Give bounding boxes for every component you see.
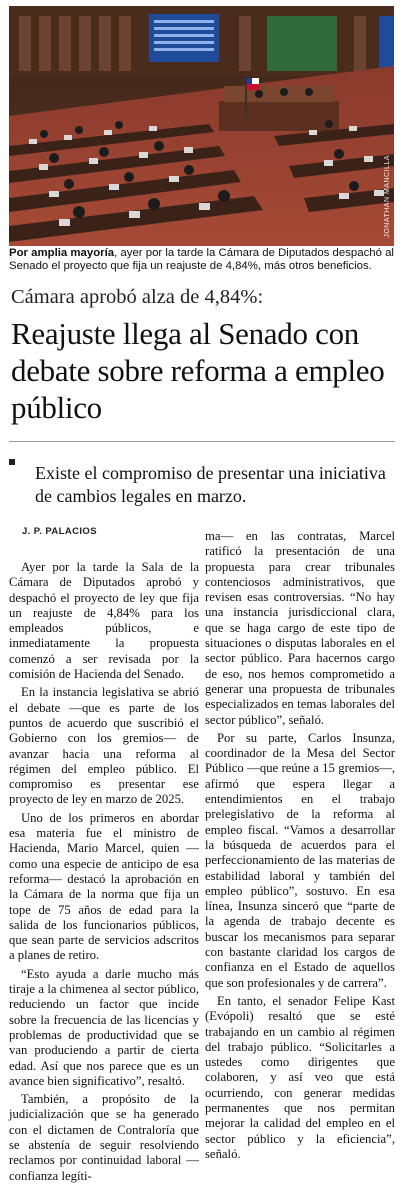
caption-text: , ayer por la tarde la Cámara de Diputados despachó al Senado el proyecto que fija un reajuste de 4,84%, más otros beneficios.	[9, 247, 394, 272]
paragraph: “Esto ayuda a darle mucho más tiraje a la chimenea al sector público, reduciendo un factor que incide sobre la frecuencia de las licencias y problemas de productividad que se van produciendo a partir de cierta edad. Así que nos parece que es un avance bien significativo”, resaltó.	[9, 966, 199, 1088]
byline: J. P. PALACIOS	[22, 526, 97, 537]
news-photo	[9, 6, 394, 246]
paragraph: Uno de los primeros en abordar esa materia fue el ministro de Hacienda, Mario Marcel, quien —como una especie de anticipo de esa reforma— destacó la aprobación en la Cámara de la norma que fija un tope de 75 años de edad para la salida de los funcionarios públicos, que sean parte de servicios adscritos a planes de retiro.	[9, 810, 199, 963]
article-column-2	[205, 529, 395, 1165]
paragraph: En tanto, el senador Felipe Kast (Evópoli) resaltó que se esté trabajando en un cambio al régimen del trabajo público. “Solicitarles a ustedes como dirigentes que colaboren, y así veo que está ocurriendo, con generar medidas permanentes que nos permitan mejorar la calidad del empleo en el sector público y la eficiencia”, señaló.	[205, 993, 395, 1161]
deck: Existe el compromiso de presentar una iniciativa de cambios legales en marzo.	[35, 463, 386, 506]
paragraph: Por su parte, Carlos Insunza, coordinador de la Mesa del Sector Público —que reúne a 15 gremios—, afirmó que espera llegar a entendimientos en el trabajo prelegislativo de la reforma al empleo fiscal. “Vamos a desarrollar la búsqueda de acuerdos para el perfeccionamiento de las materias de estabilidad laboral y también del empleo público”, sostuvo. En esa línea, Insunza sinceró que “parte de la agenda de trabajo decente es buscar los mecanismos para separar con bastante claridad los cargos de confianza en el Estado de aquellos que son profesionales y de carrera”.	[205, 730, 395, 990]
deck-bullet	[9, 459, 15, 465]
kicker: Cámara aprobó alza de 4,84%:	[11, 286, 264, 308]
paragraph: También, a propósito de la judicialización que se ha generado con el dictamen de Contraloría que se abstenía de seguir resolviendo reclamos por continuidad laboral —confianza legíti-	[9, 1092, 199, 1183]
headline: Reajuste llega al Senado con debate sobre reforma a empleo público	[11, 316, 385, 425]
paragraph: Ayer por la tarde la Sala de la Cámara de Diputados aprobó y despachó el proyecto de ley que fija un reajuste de 4,84% para los empleados públicos, e inmediatamente la propuesta comenzó a ser revisada por la comisión de Hacienda del Senado.	[9, 560, 199, 682]
caption-lead: Por amplia mayoría	[9, 247, 115, 259]
article-column-1	[9, 560, 199, 1187]
divider	[9, 441, 395, 442]
photo-credit: JONATHAN MANCILLA	[384, 155, 391, 238]
paragraph: En la instancia legislativa se abrió el debate —que es parte de los puntos de acuerdo que suscribió el Gobierno con los gremios— de avanzar hacia una reforma al régimen del empleo público. El compromiso es presentar ese proyecto de ley en marzo de 2025.	[9, 685, 199, 807]
chamber-illustration	[9, 6, 394, 246]
paragraph: ma— en las contratas, Marcel ratificó la presentación de una propuesta para crear tribunales contenciosos administrativos, que revisen esas controversias. “No hay una instancia jurisdiccional clara, que se haga cargo de este tipo de situaciones o disputas laborales en el sector público. Para hacernos cargo de eso, nos hemos comprometido a generar una propuesta de tribunales especializados en temas laborales del sector público”, señaló.	[205, 529, 395, 727]
photo-caption	[9, 247, 395, 273]
